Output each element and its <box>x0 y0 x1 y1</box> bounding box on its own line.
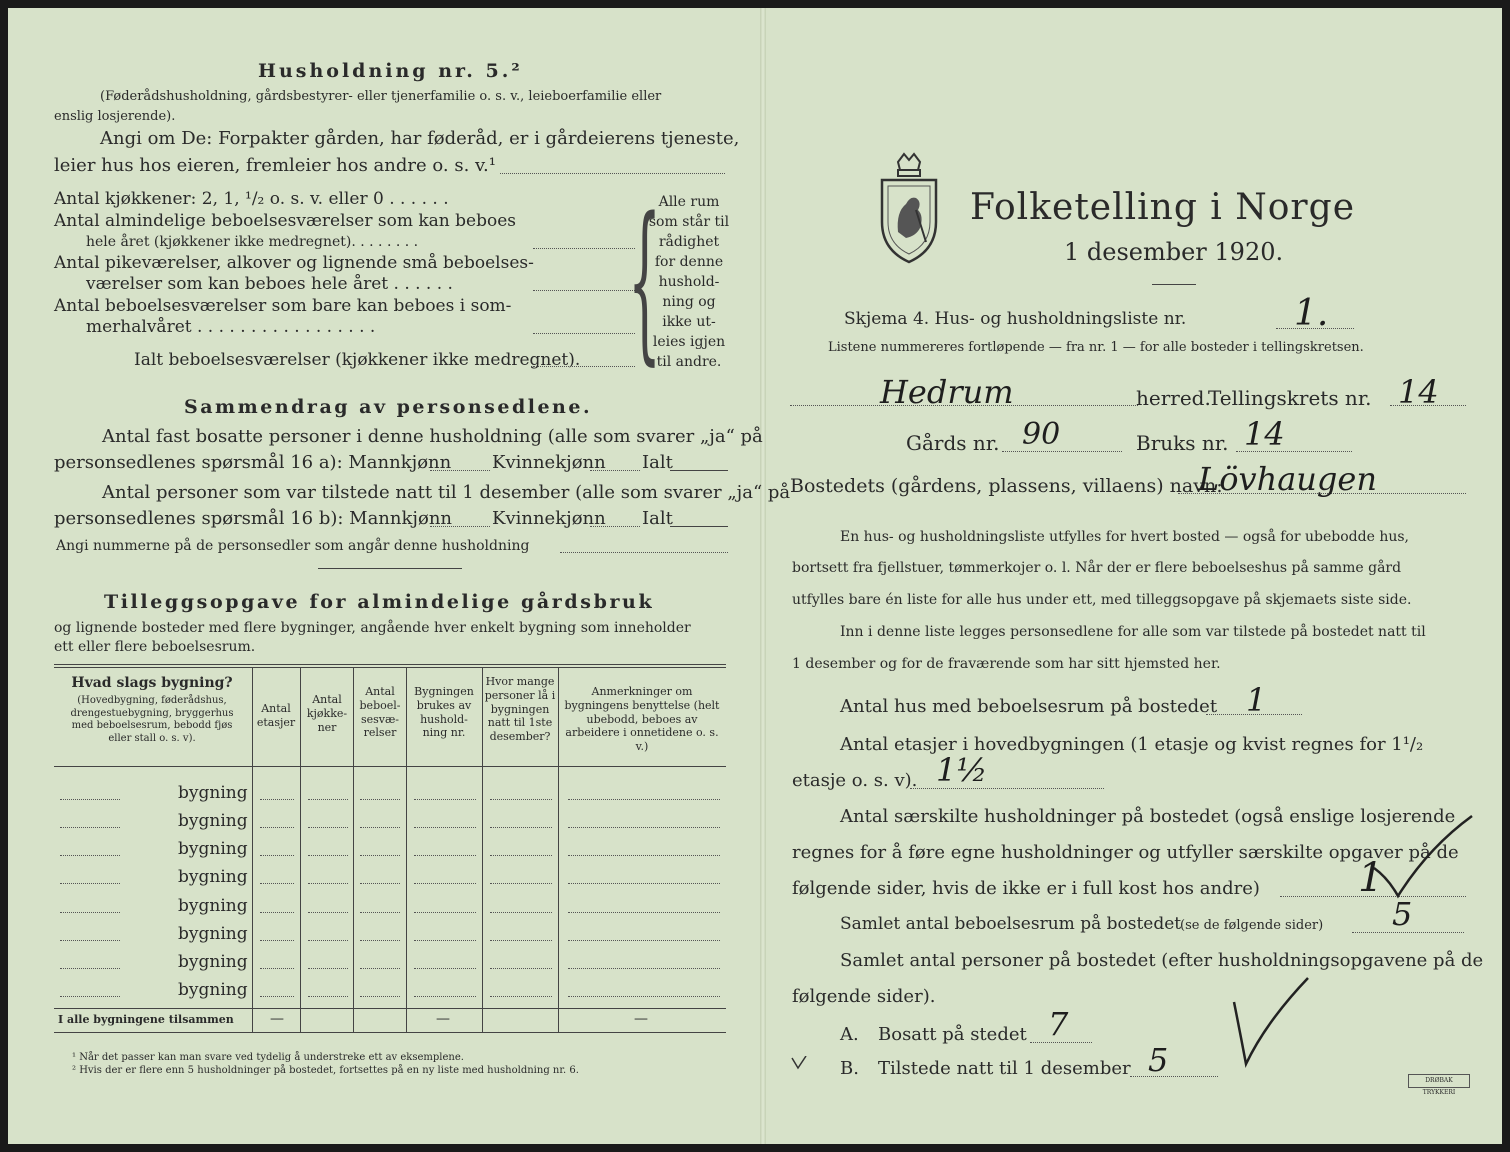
table-cell-line <box>60 855 120 856</box>
table-cell-line <box>60 799 120 800</box>
supplement-line-1: og lignende bosteder med flere bygninger, angående hver enkelt bygning som inneholder <box>54 620 691 636</box>
female-label-2: Kvinnekjønn <box>492 508 606 529</box>
table-cell-line <box>260 912 294 913</box>
table-cell-line <box>568 912 720 913</box>
table-cell-line <box>308 827 348 828</box>
summary-line-2: personsedlenes spørsmål 16 a): Mannkjønn <box>54 452 452 473</box>
table-cell-line <box>490 883 552 884</box>
rooms-maid-2: værelser som kan beboes hele året . . . . . . <box>86 274 453 294</box>
table-cell-line <box>414 940 476 941</box>
table-cell-line <box>60 940 120 941</box>
table-cell-line <box>360 799 400 800</box>
floors-value: 1½ <box>936 751 988 789</box>
census-date: 1 desember 1920. <box>1064 238 1284 266</box>
rooms-summer: Antal beboelsesværelser som bare kan beboes i som- <box>54 296 512 316</box>
building-row-label: bygning <box>178 783 248 803</box>
small-check-mark <box>790 1056 810 1070</box>
numbering-note: Listene nummereres fortløpende — fra nr. 1 — for alle bosteder i tellingskretsen. <box>828 340 1364 355</box>
table-cell-line <box>490 799 552 800</box>
table-cell-line <box>414 968 476 969</box>
coat-of-arms-icon <box>876 152 942 264</box>
table-cell-line <box>414 883 476 884</box>
supplement-title: Tilleggsopgave for almindelige gårdsbruk <box>104 591 655 613</box>
table-cell-line <box>490 996 552 997</box>
building-row-label: bygning <box>178 896 248 916</box>
building-row-label: bygning <box>178 952 248 972</box>
supplement-line-2: ett eller flere beboelsesrum. <box>54 639 256 655</box>
table-cell-line <box>308 799 348 800</box>
houses-label: Antal hus med beboelsesrum på bostedet <box>840 696 1218 717</box>
table-cell-line <box>60 968 120 969</box>
col-rooms: Antal beboel-sesvæ-relser <box>359 685 401 740</box>
building-row-label: bygning <box>178 811 248 831</box>
female-label: Kvinnekjønn <box>492 452 606 473</box>
total-usedby-dash: — <box>436 1011 450 1027</box>
col-persons: Hvor mange personer lå i bygningen natt til 1ste desember? <box>484 675 556 743</box>
table-cell-line <box>360 827 400 828</box>
rooms-total-label: Samlet antal beboelsesrum på bostedet <box>840 914 1182 934</box>
footnote-1: ¹ Når det passer kan man svare ved tydelig å understreke ett av eksemplene. <box>72 1052 464 1063</box>
households-value: 1 <box>1358 855 1384 901</box>
check-mark-2 <box>1226 972 1316 1072</box>
rooms-total-note: (se de følgende sider) <box>1180 918 1324 933</box>
col-building-type: Hvad slags bygning? <box>71 675 233 691</box>
rooms-ordinary: Antal almindelige beboelsesværelser som kan beboes <box>54 211 516 231</box>
col-kitchens: Antal kjøkke-ner <box>306 693 348 734</box>
rooms-kitchens: Antal kjøkkener: 2, 1, ¹/₂ o. s. v. eller 0 . . . . . . <box>54 189 449 209</box>
table-cell-line <box>568 855 720 856</box>
table-cell-line <box>414 996 476 997</box>
table-cell-line <box>490 968 552 969</box>
resident-value: 7 <box>1048 1005 1069 1043</box>
schema-line: Skjema 4. Hus- og husholdningsliste nr. <box>844 309 1187 329</box>
angi-numbers: Angi nummerne på de personsedler som angår denne husholdning <box>56 538 530 554</box>
persons-line-2: følgende sider). <box>792 986 936 1007</box>
census-sheet: Husholdning nr. 5.² (Føderådshusholdning, gårdsbestyrer- eller tjenerfamilie o. s. v., leieboerfamilie eller enslig losjerende). Angi om De: Forpakter gården, har føderåd, er i gårdeierens tjeneste, leier hus hos eieren, fremleier hos andre o. s. v.¹ Antal kjøkkener: 2, 1, ¹/₂ o. s. v. eller 0 . . . . . . Antal almindelige beboelsesværelser som kan beboes hele året (kjøkkener ikke medregnet). . . . . . . . Antal pikeværelser, alkover og lignende små beboelses- værelser som kan beboes hele året . . . . . . Antal beboelsesværelser som bare kan beboes i som- merhalvåret . . . . . . . . . . . . . . . . . Ialt beboelsesværelser (kjøkkener ikke medregnet). { Alle rum som står til rådighet for denne hushold- ning og ikke ut- leies igjen til andre. Sammendrag av personsedlene. Antal fast bosatte personer i denne husholdning (alle som svarer „ja“ på personsedlenes spørsmål 16 a): Mannkjønn Kvinnekjønn Ialt Antal personer som var tilstede natt til 1 desember (alle som svarer „ja“ på personsedlenes spørsmål 16 b): Mannkjønn Kvinnekjønn Ialt Angi nummerne på de personsedler som angår denne husholdning Tilleggsopgave for almindelige gårdsbruk og lignende bosteder med flere bygninger, angående hver enkelt bygning som inneholder ett eller flere beboelsesrum. Hvad slags bygning? (Hovedbygning, føderådshus, drengestuebygning, bryggerhus med beboelsesrum, bebodd fjøs eller stall o. s. v). Antal etasjer Antal kjøkke-ner Antal beboel-sesvæ-relser Bygningen brukes av hushold-ning nr. Hvor mange personer lå i bygningen natt til 1ste desember? Anmerkninger om bygningens benyttelse (helt ubebodd, beboes av arbeidere i onnetidene o. s. v.) bygning bygning bygning bygning bygning bygning bygning bygning I alle bygningene tilsammen — — — ¹ Når det passer kan man svare ved tydelig å understreke ett av eksemplene. ² Hvis der er flere enn 5 husholdninger på bostedet, fortsettes på en ny liste med husholdning nr. 6. Folketelling i Norge 1 desember 1920. Skjema 4. Hus- og husholdningsliste nr. 1. Listene nummereres fortløpende — fra nr. 1 — for alle bosteder i tellingskretsen. Hedrum herred. Tellingskrets nr. 14 Gårds nr. 90 Bruks nr. 14 Bostedets (gårdens, plassens, villaens) navn: Lövhaugen En hus- og husholdningsliste utfylles for hvert bosted — også for ubebodde hus, bortsett fra fjellstuer, tømmerkojer o. l. Når der er flere beboelseshus på samme gård utfylles bare én liste for alle hus under ett, med tilleggsopgave på skjemaets siste side. Inn i denne liste legges personsedlene for alle som var tilstede på bostedet natt til 1 desember og for de fraværende som har sitt hjemsted her. Antal hus med beboelsesrum på bostedet 1 Antal etasjer i hovedbygningen (1 etasje og kvist regnes for 1¹/₂ etasje o. s. v). 1½ Antal særskilte husholdninger på bostedet (også enslige losjerende regnes for å føre egne husholdninger og utfyller særskilte opgaver på de følgende sider, hvis de ikke er i full kost hos andre) 1 Samlet antal beboelsesrum på bostedet (se de følgende sider) 5 Samlet antal personer på bostedet (efter husholdningsopgavene på de følgende sider). A. Bosatt på stedet 7 B. Tilstede natt til 1 desember 5 DRØBAK TRYKKERI <box>8 8 1502 1144</box>
table-cell-line <box>360 968 400 969</box>
herred-value: Hedrum <box>880 373 1014 411</box>
table-cell-line <box>568 883 720 884</box>
table-cell-line <box>568 996 720 997</box>
table-cell-line <box>360 883 400 884</box>
building-row-label: bygning <box>178 867 248 887</box>
table-cell-line <box>308 855 348 856</box>
household-intro: (Føderådshusholdning, gårdsbestyrer- eller tjenerfamilie o. s. v., leieboerfamilie eller <box>100 89 662 104</box>
households-line-1: Antal særskilte husholdninger på bostedet (også enslige losjerende <box>840 806 1456 827</box>
summary-line-3: Antal personer som var tilstede natt til 1 desember (alle som svarer „ja“ på <box>102 482 791 503</box>
building-row-label: bygning <box>178 839 248 859</box>
total-remarks-dash: — <box>634 1011 648 1027</box>
table-cell-line <box>308 968 348 969</box>
bruks-label: Bruks nr. <box>1136 431 1229 455</box>
table-cell-line <box>260 968 294 969</box>
table-cell-line <box>260 799 294 800</box>
col-remarks: Anmerkninger om bygningens benyttelse (helt ubebodd, beboes av arbeidere i onnetidene o. s. v.) <box>564 685 720 753</box>
rooms-side-note: Alle rum som står til rådighet for denne hushold- ning og ikke ut- leies igjen til andre. <box>648 194 730 370</box>
table-cell-line <box>414 855 476 856</box>
instruction-5: 1 desember og for de fraværende som har sitt hjemsted her. <box>792 656 1221 672</box>
total-floors-dash: — <box>270 1011 284 1027</box>
rooms-maid: Antal pikeværelser, alkover og lignende små beboelses- <box>54 253 534 273</box>
summary-line-1: Antal fast bosatte personer i denne husholdning (alle som svarer „ja“ på <box>102 426 763 447</box>
rooms-total-value: 5 <box>1392 895 1413 933</box>
table-cell-line <box>308 883 348 884</box>
angi-line-1: Angi om De: Forpakter gården, har føderåd, er i gårdeierens tjeneste, <box>100 128 740 149</box>
col-floors: Antal etasjer <box>256 702 296 729</box>
table-cell-line <box>568 827 720 828</box>
col-building-type-sub: (Hovedbygning, føderådshus, drengestuebygning, bryggerhus med beboelsesrum, bebodd fjøs eller stall o. s. v). <box>70 695 234 744</box>
instruction-2: bortsett fra fjellstuer, tømmerkojer o. l. Når der er flere beboelseshus på samme gård <box>792 560 1402 576</box>
table-cell-line <box>308 912 348 913</box>
persons-line-1: Samlet antal personer på bostedet (efter husholdningsopgavene på de <box>840 950 1484 971</box>
table-cell-line <box>490 827 552 828</box>
instruction-3: utfylles bare én liste for alle hus under ett, med tilleggsopgave på skjemaets siste side. <box>792 592 1412 608</box>
households-line-3: følgende sider, hvis de ikke er i full kost hos andre) <box>792 878 1260 899</box>
floors-line-1: Antal etasjer i hovedbygningen (1 etasje og kvist regnes for 1¹/₂ <box>840 734 1424 755</box>
b-label: B. <box>840 1058 859 1079</box>
list-number-value: 1. <box>1294 293 1329 334</box>
households-line-2: regnes for å føre egne husholdninger og utfyller særskilte opgaver på de <box>792 842 1459 863</box>
table-cell-line <box>490 912 552 913</box>
table-cell-line <box>414 827 476 828</box>
table-cell-line <box>260 883 294 884</box>
instruction-1: En hus- og husholdningsliste utfylles for hvert bosted — også for ubebodde hus, <box>840 529 1409 545</box>
building-row-label: bygning <box>178 980 248 1000</box>
angi-line-2: leier hus hos eieren, fremleier hos andre o. s. v.¹ <box>54 155 496 176</box>
table-cell-line <box>568 940 720 941</box>
table-cell-line <box>60 883 120 884</box>
table-cell-line <box>490 940 552 941</box>
table-cell-line <box>414 799 476 800</box>
footnote-2: ² Hvis der er flere enn 5 husholdninger på bostedet, fortsettes på en ny liste med husholdning nr. 6. <box>72 1065 579 1076</box>
tellingskrets-label: Tellingskrets nr. <box>1208 386 1372 410</box>
table-cell-line <box>260 827 294 828</box>
household-intro-2: enslig losjerende). <box>54 109 176 124</box>
table-cell-line <box>308 940 348 941</box>
bosted-label: Bostedets (gårdens, plassens, villaens) navn: <box>790 475 1223 497</box>
table-cell-line <box>568 799 720 800</box>
table-cell-line <box>60 912 120 913</box>
check-mark-1 <box>1368 808 1478 904</box>
census-title: Folketelling i Norge <box>970 187 1355 228</box>
printer-stamp: DRØBAK TRYKKERI <box>1408 1074 1470 1088</box>
table-cell-line <box>414 912 476 913</box>
herred-label: herred. <box>1136 386 1211 410</box>
gards-value: 90 <box>1022 417 1061 452</box>
table-cell-line <box>360 912 400 913</box>
table-cell-line <box>260 855 294 856</box>
table-cell-line <box>360 940 400 941</box>
col-used-by: Bygningen brukes av hushold-ning nr. <box>414 685 474 740</box>
table-cell-line <box>260 996 294 997</box>
total-label-2: Ialt <box>642 508 673 529</box>
bosted-value: Lövhaugen <box>1198 460 1377 498</box>
present-label: Tilstede natt til 1 desember <box>878 1058 1131 1079</box>
a-label: A. <box>840 1024 859 1045</box>
rooms-ordinary-2: hele året (kjøkkener ikke medregnet). . . . . . . . <box>86 234 419 250</box>
table-cell-line <box>568 968 720 969</box>
table-cell-line <box>260 940 294 941</box>
table-cell-line <box>360 996 400 997</box>
rooms-summer-2: merhalvåret . . . . . . . . . . . . . . . . . <box>86 317 376 337</box>
table-cell-line <box>490 855 552 856</box>
houses-value: 1 <box>1246 681 1267 719</box>
table-cell-line <box>60 996 120 997</box>
building-row-label: bygning <box>178 924 248 944</box>
table-cell-line <box>60 827 120 828</box>
table-total-label: I alle bygningene tilsammen <box>58 1013 234 1026</box>
rooms-total: Ialt beboelsesværelser (kjøkkener ikke medregnet). <box>134 350 581 370</box>
household-title: Husholdning nr. 5.² <box>258 60 523 82</box>
floors-line-2: etasje o. s. v). <box>792 770 918 791</box>
bruks-value: 14 <box>1244 415 1285 453</box>
summary-line-4: personsedlenes spørsmål 16 b): Mannkjønn <box>54 508 453 529</box>
table-cell-line <box>308 996 348 997</box>
gards-label: Gårds nr. <box>906 431 1000 455</box>
total-label: Ialt <box>642 452 673 473</box>
table-cell-line <box>360 855 400 856</box>
summary-title: Sammendrag av personsedlene. <box>184 396 593 418</box>
resident-label: Bosatt på stedet <box>878 1024 1027 1045</box>
tellingskrets-value: 14 <box>1398 373 1439 411</box>
instruction-4: Inn i denne liste legges personsedlene for alle som var tilstede på bostedet natt til <box>840 624 1426 640</box>
present-value: 5 <box>1148 1041 1169 1079</box>
page-fold <box>760 8 766 1144</box>
